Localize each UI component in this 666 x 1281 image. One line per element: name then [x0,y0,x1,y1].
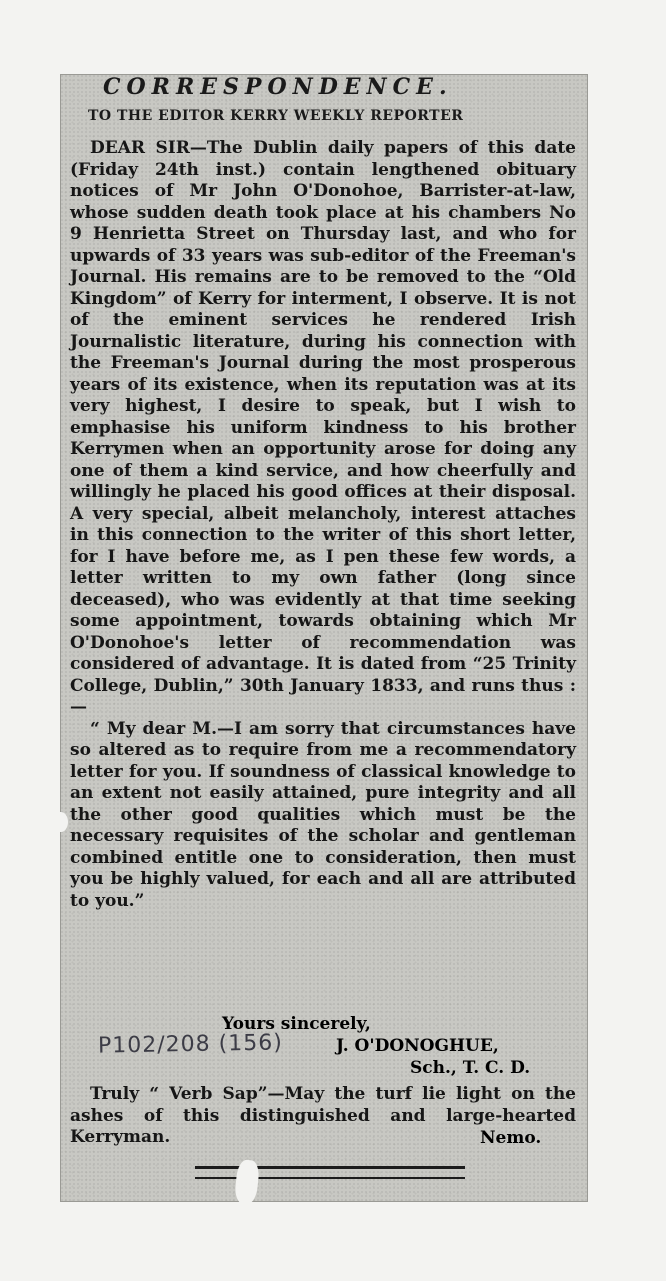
signature-title: Sch., T. C. D. [410,1058,531,1078]
letter-closing: Yours sincerely, [222,1014,371,1034]
signature-name: J. O'DONOGHUE, [336,1036,499,1056]
quoted-letter: “ My dear M.—I am sorry that circumstances have so altered as to require from me a recommendatory letter for you. If soundness of classical knowledge to an extent not easily attained, pure integrity and all the other good qualities which must be the necessary requisites of the scholar and gentleman combined entitle one to consideration, then must you be highly valued, for each and all are attributed to you.” [70,718,576,911]
section-heading: CORRESPONDENCE. [103,74,453,100]
paper-tear [54,812,68,832]
handwritten-reference: P102/208 (156) [97,1030,284,1059]
postscript-text: Truly “ Verb Sap”—May the turf lie light on the ashes of this distinguished and large-hearted Kerryman. [70,1084,576,1147]
letter-body [70,138,576,912]
letter-addressee: TO THE EDITOR KERRY WEEKLY REPORTER [88,108,464,124]
pen-name-signoff: Nemo. [480,1128,542,1148]
letter-paragraph: DEAR SIR—The Dublin daily papers of this date (Friday 24th inst.) contain lengthened obituary notices of Mr John O'Donohoe, Barrister-at-law, whose sudden death took place at his chambers No 9 Henrietta Street on Thursday last, and who for upwards of 33 years was sub-editor of the Freeman's Journal. His remains are to be removed to the “Old Kingdom” of Kerry for interment, I observe. It is not of the eminent services he rendered Irish Journalistic literature, during his connection with the Freeman's Journal during the most prosperous years of its existence, when its reputation was at its very highest, I desire to speak, but I wish to emphasise his uniform kindness to his brother Kerrymen when an opportunity arose for doing any one of them a kind service, and how cheerfully and willingly he placed his good offices at their disposal. A very special, albeit melancholy, interest attaches in this connection to the writer of this short letter, for I have before me, as I pen these few words, a letter written to my own father (long since deceased), who was evidently at that time seeking some appointment, towards obtaining which Mr O'Donohoe's letter of recommendation was considered of advantage. It is dated from “25 Trinity College, Dublin,” 30th January 1833, and runs thus :— [70,138,576,717]
